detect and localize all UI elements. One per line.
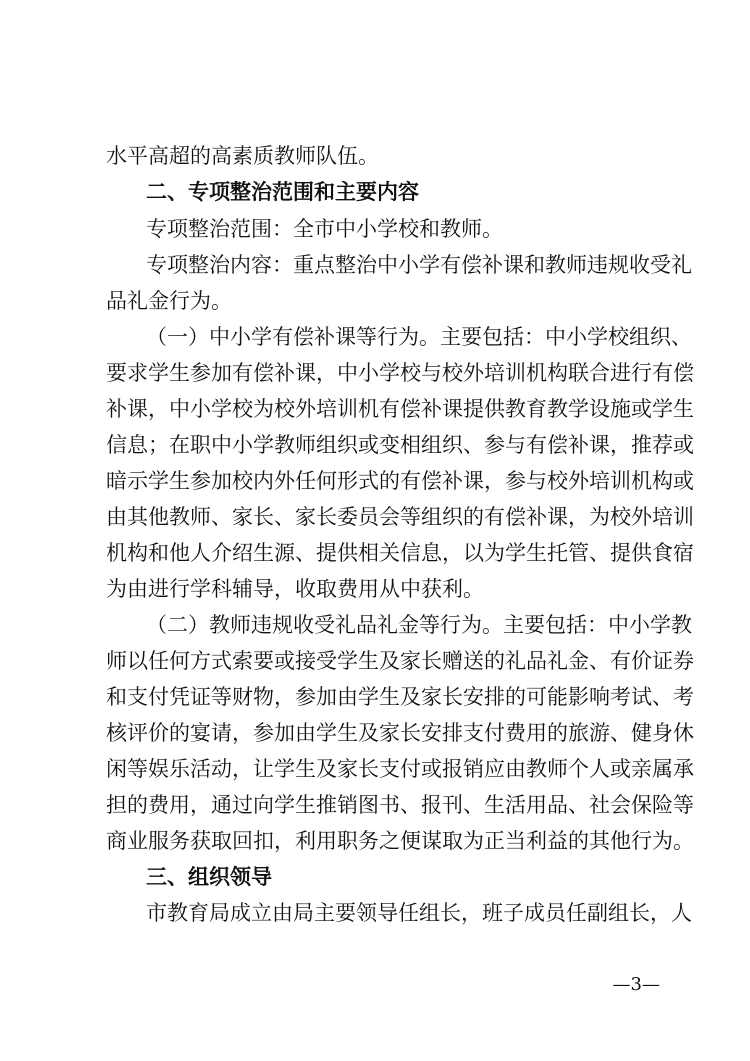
body-text-line: 由其他教师、家长、家长委员会等组织的有偿补课，为校外培训 (106, 505, 694, 529)
body-text-line: 师以任何方式索要或接受学生及家长赠送的礼品礼金、有价证券 (106, 649, 694, 673)
page-number: —3— (612, 974, 660, 995)
body-text-line: 补课，中小学校为校外培训机有偿补课提供教育教学设施或学生 (106, 397, 694, 421)
body-text-line: 专项整治内容：重点整治中小学有偿补课和教师违规收受礼 (146, 253, 692, 277)
body-text-line: 商业服务获取回扣，利用职务之便谋取为正当利益的其他行为。 (106, 829, 694, 853)
section-heading-2: 二、专项整治范围和主要内容 (146, 180, 419, 204)
body-text-line: 核评价的宴请，参加由学生及家长安排支付费用的旅游、健身休 (106, 721, 694, 745)
body-text-line: 担的费用，通过向学生推销图书、报刊、生活用品、社会保险等 (106, 793, 694, 817)
body-text-line: 信息；在职中小学教师组织或变相组织、参与有偿补课，推荐或 (106, 433, 694, 457)
body-text-line: 机构和他人介绍生源、提供相关信息，以为学生托管、提供食宿 (106, 541, 694, 565)
body-text-line: 为由进行学科辅导，收取费用从中获利。 (106, 577, 484, 601)
body-text-line: 市教育局成立由局主要领导任组长，班子成员任副组长，人 (146, 901, 692, 925)
body-text-line: （二）教师违规收受礼品礼金等行为。主要包括：中小学教 (146, 613, 692, 637)
body-text-line: 闲等娱乐活动，让学生及家长支付或报销应由教师个人或亲属承 (106, 757, 694, 781)
body-text-line: 要求学生参加有偿补课，中小学校与校外培训机构联合进行有偿 (106, 361, 694, 385)
body-text-line: 品礼金行为。 (106, 289, 232, 313)
body-text-line: 和支付凭证等财物，参加由学生及家长安排的可能影响考试、考 (106, 685, 694, 709)
body-text-line: 暗示学生参加校内外任何形式的有偿补课，参与校外培训机构或 (106, 469, 694, 493)
body-text-line: （一）中小学有偿补课等行为。主要包括：中小学校组织、 (146, 325, 692, 349)
body-text-line: 专项整治范围：全市中小学校和教师。 (146, 217, 503, 241)
body-text-line: 水平高超的高素质教师队伍。 (106, 144, 379, 168)
section-heading-3: 三、组织领导 (146, 865, 272, 889)
